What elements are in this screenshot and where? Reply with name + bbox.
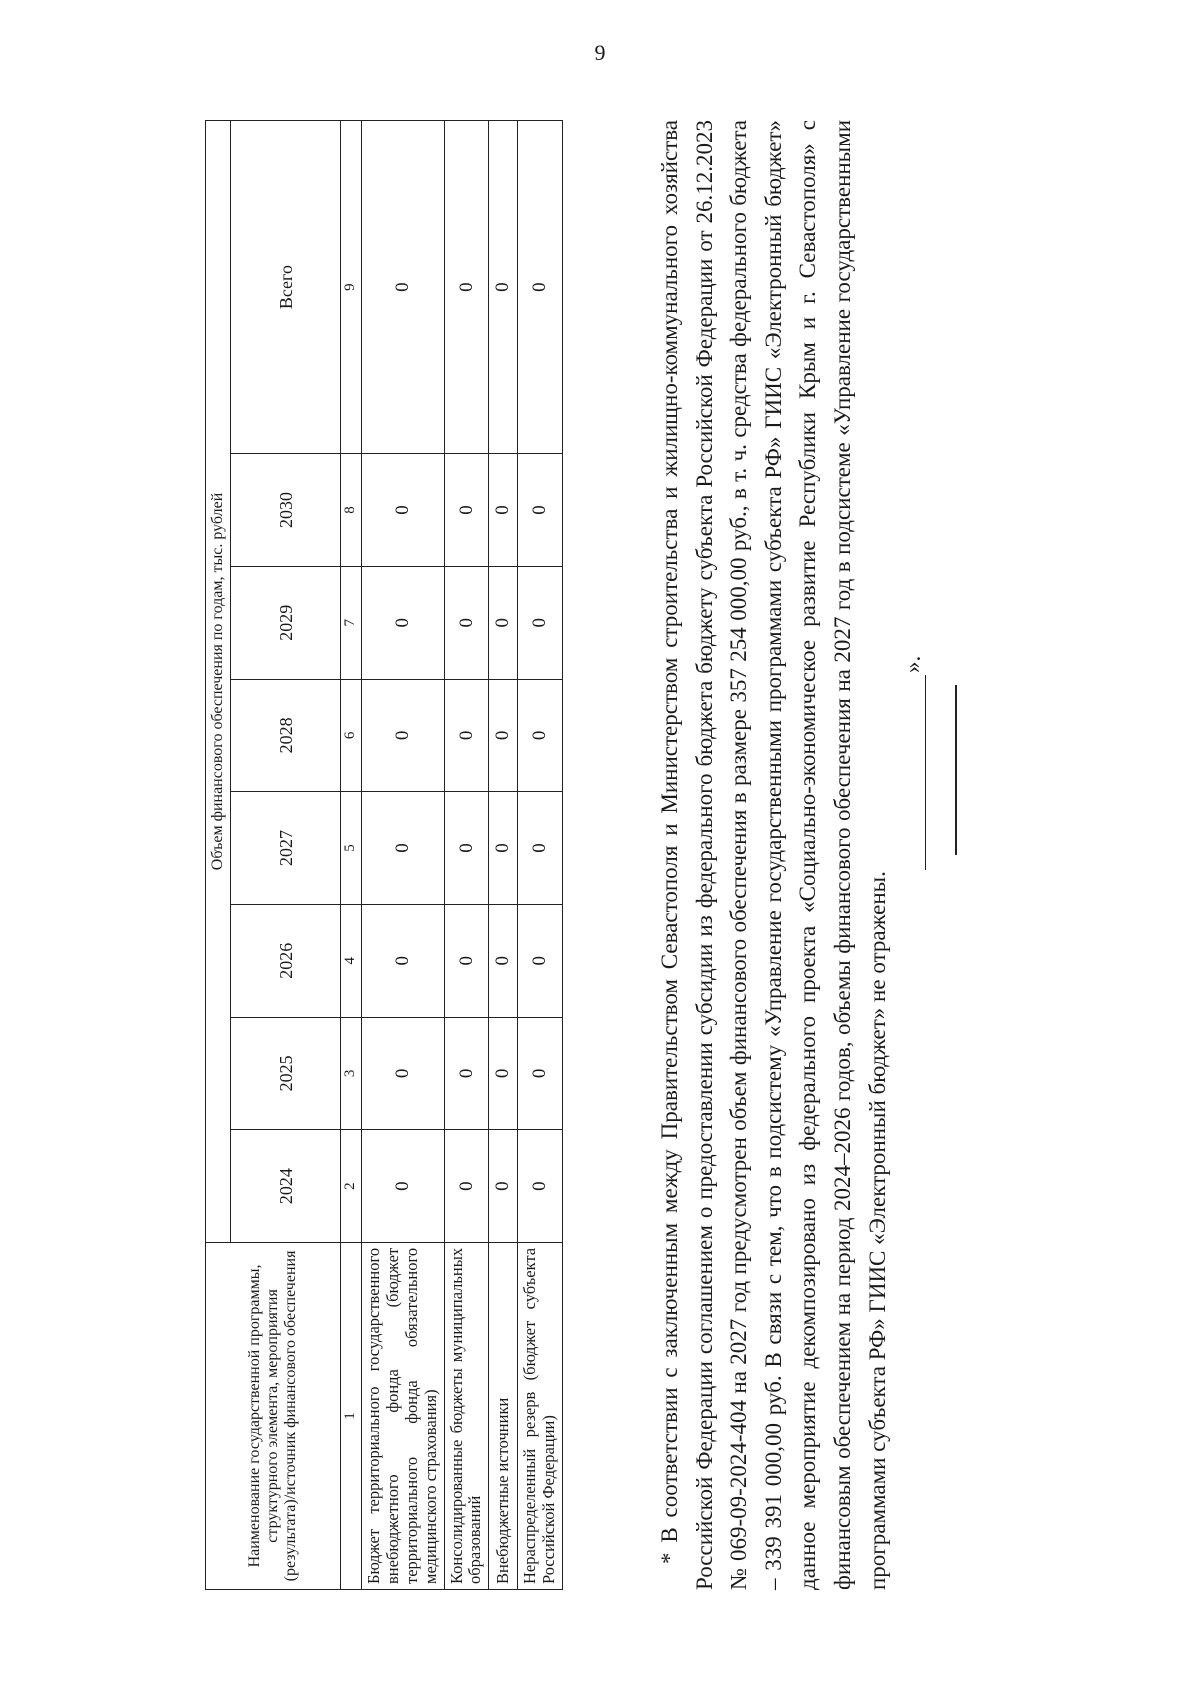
page-number: 9 — [594, 40, 606, 65]
table-cell: 0 — [489, 1130, 518, 1243]
header-volume-cell: Объем финансового обеспечения по годам, тыс. рублей — [206, 121, 231, 1243]
table-cell: 0 — [489, 566, 518, 679]
header-name-cell: Наименование государственной программы, структурного элемента, мероприятия (результата)/источник финансового обеспечения — [206, 1242, 341, 1589]
column-number: 7 — [341, 566, 361, 679]
signature-line — [903, 675, 926, 870]
financing-table — [205, 120, 563, 1590]
row-name: Внебюджетные источники — [489, 1242, 518, 1589]
footnote-paragraph: * В соответствии с заключенным между Правительством Севастополя и Министерством строительства и жилищно-коммунального хозяйства Российской Федерации соглашением о предоставлении субсидии из федерального бюджета бюджету субъекта Российской Федерации от 26.12.2023 № 069-09-2024-404 на 2027 год предусмотрен объем финансового обеспечения в размере 357 254 000,00 руб., в т. ч. средства федерального бюджета – 339 391 000,00 руб. В связи с тем, что в подсистему «Управление государственными программами субъекта РФ» ГИИС «Электронный бюджет» данное мероприятие декомпозировано из федерального проекта «Социально-экономическое развитие Республики Крым и г. Севастополя» с финансовым обеспечением на период 2024–2026 годов, объемы финансового обеспечения на 2027 год в подсистеме «Управление государственными программами субъекта РФ» ГИИС «Электронный бюджет» не отражены. — [657, 120, 890, 1590]
table-cell: 0 — [518, 121, 563, 454]
table-cell: 0 — [489, 121, 518, 454]
table-cell: 0 — [444, 792, 489, 905]
rotated-page-content — [125, 110, 1065, 1590]
table-cell: 0 — [444, 1130, 489, 1243]
table-row — [489, 121, 518, 1590]
table-cell: 0 — [361, 566, 444, 679]
table-cell: 0 — [361, 121, 444, 454]
end-rule — [955, 685, 957, 855]
column-number: 6 — [341, 679, 361, 792]
table-cell: 0 — [361, 1017, 444, 1130]
table-cell: 0 — [518, 792, 563, 905]
table-cell: 0 — [444, 679, 489, 792]
table-row — [444, 121, 489, 1590]
row-name: Консолидированные бюджеты муниципальных образований — [444, 1242, 489, 1589]
table-cell: 0 — [444, 121, 489, 454]
table-cell: 0 — [361, 792, 444, 905]
table-cell: 0 — [518, 1017, 563, 1130]
year-header: 2028 — [231, 679, 341, 792]
column-number: 8 — [341, 454, 361, 567]
table-cell: 0 — [518, 1130, 563, 1243]
table-cell: 0 — [518, 904, 563, 1017]
table-cell: 0 — [489, 679, 518, 792]
table-cell: 0 — [518, 679, 563, 792]
table-cell: 0 — [489, 1017, 518, 1130]
closing-quote: ». — [900, 655, 925, 673]
table-row — [518, 121, 563, 1590]
column-number: 1 — [341, 1242, 361, 1589]
table-cell: 0 — [518, 566, 563, 679]
table-cell: 0 — [444, 566, 489, 679]
column-number: 5 — [341, 792, 361, 905]
year-header: 2024 — [231, 1130, 341, 1243]
table-cell: 0 — [444, 904, 489, 1017]
column-number-row — [341, 121, 361, 1590]
table-cell: 0 — [489, 454, 518, 567]
row-name: Нераспределенный резерв (бюджет субъекта Российской Федерации) — [518, 1242, 563, 1589]
year-header: 2029 — [231, 566, 341, 679]
year-header: 2026 — [231, 904, 341, 1017]
table-cell: 0 — [444, 454, 489, 567]
closing-mark — [900, 656, 926, 870]
column-number: 9 — [341, 121, 361, 454]
table-cell: 0 — [361, 679, 444, 792]
column-number: 2 — [341, 1130, 361, 1243]
year-header: 2030 — [231, 454, 341, 567]
year-header: 2027 — [231, 792, 341, 905]
column-number: 3 — [341, 1017, 361, 1130]
row-name: Бюджет территориального государственного внебюджетного фонда (бюджет территориального фонда обязательного медицинского страхования) — [361, 1242, 444, 1589]
table-cell: 0 — [361, 904, 444, 1017]
total-header: Всего — [231, 121, 341, 454]
year-header: 2025 — [231, 1017, 341, 1130]
table-cell: 0 — [489, 904, 518, 1017]
column-number: 4 — [341, 904, 361, 1017]
table-row — [361, 121, 444, 1590]
table-cell: 0 — [489, 792, 518, 905]
table-cell: 0 — [518, 454, 563, 567]
table-cell: 0 — [361, 454, 444, 567]
table-cell: 0 — [361, 1130, 444, 1243]
table-cell: 0 — [444, 1017, 489, 1130]
